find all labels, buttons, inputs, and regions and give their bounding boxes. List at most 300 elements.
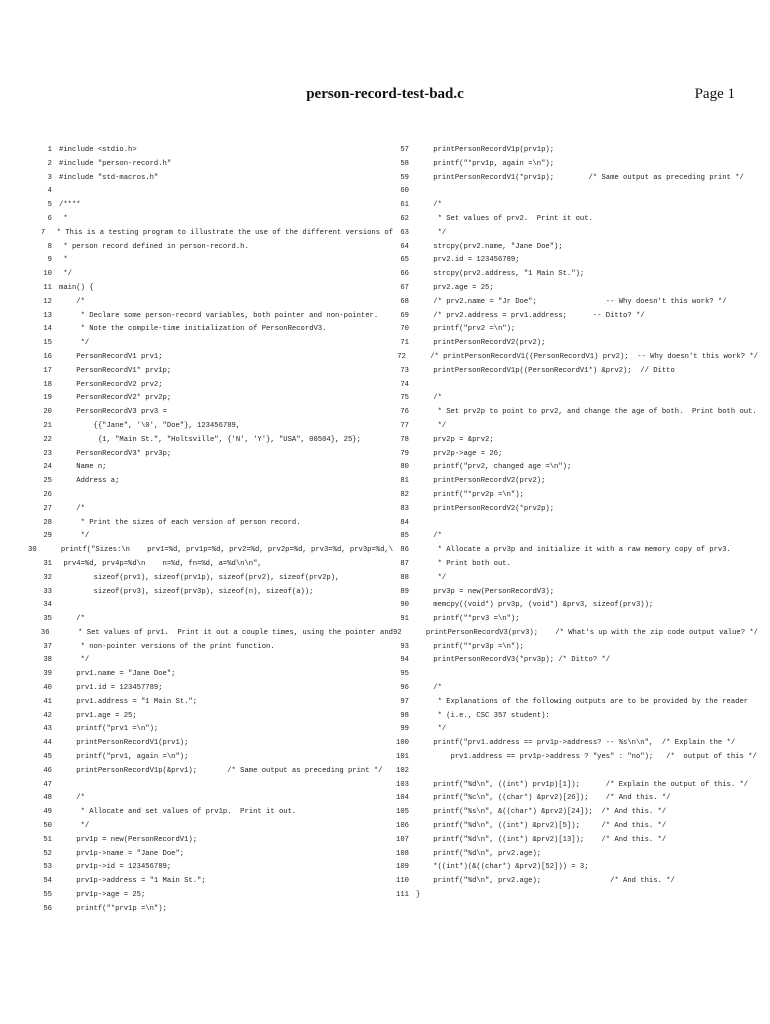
code-line xyxy=(28,282,393,296)
code-line xyxy=(28,185,393,199)
code-text: */ xyxy=(416,421,447,430)
page-title: person-record-test-bad.c xyxy=(306,86,464,102)
code-line xyxy=(378,654,758,668)
line-number: 30 xyxy=(28,546,37,555)
code-text: printf("Sizes:\n prv1=%d, prv1p=%d, prv2=%d, prv2p=%d, prv3=%d, prv3p=%d,\ xyxy=(43,546,394,555)
code-line xyxy=(28,806,393,820)
line-number: 91 xyxy=(400,615,409,624)
code-text: */ xyxy=(59,822,90,831)
line-number: 95 xyxy=(400,670,409,679)
line-number: 97 xyxy=(400,697,409,706)
code-text: * Set values of prv2. Print it out. xyxy=(416,214,593,223)
code-text: * xyxy=(59,256,68,265)
code-text: /* printPersonRecordV1((PersonRecordV1) prv2); -- Why doesn't this work? */ xyxy=(412,352,758,361)
code-text: prv2.id = 123456789; xyxy=(416,256,520,265)
code-text: * Note the compile-time initialization of PersonRecordV3. xyxy=(59,325,327,334)
code-text: * Allocate and set values of prv1p. Print it out. xyxy=(59,808,297,817)
code-line xyxy=(378,820,758,834)
code-line xyxy=(28,613,393,627)
code-text: /* prv2.name = "Jr Doe"; -- Why doesn't this work? */ xyxy=(416,297,727,306)
code-line xyxy=(28,889,393,903)
line-number: 63 xyxy=(400,228,409,237)
code-line xyxy=(28,723,393,737)
code-line xyxy=(28,861,393,875)
line-number: 8 xyxy=(47,242,52,251)
code-text: prv1p->id = 123456789; xyxy=(59,863,172,872)
line-number: 75 xyxy=(400,394,409,403)
code-line xyxy=(28,558,393,572)
line-number: 14 xyxy=(43,325,52,334)
line-number: 25 xyxy=(43,477,52,486)
line-number: 41 xyxy=(43,697,52,706)
line-number: 61 xyxy=(400,201,409,210)
code-text: prv1.address = "1 Main St."; xyxy=(59,697,198,706)
code-line xyxy=(28,268,393,282)
line-number: 102 xyxy=(396,766,409,775)
code-text: printPersonRecordV1p((PersonRecordV1*) &prv2); // Ditto xyxy=(416,366,675,375)
code-text: printf("*prv2p =\n"); xyxy=(416,490,524,499)
line-number: 18 xyxy=(43,380,52,389)
line-number: 99 xyxy=(400,725,409,734)
code-line xyxy=(28,172,393,186)
code-text: printf("prv1, again =\n"); xyxy=(59,753,189,762)
line-number: 22 xyxy=(43,435,52,444)
code-line xyxy=(28,213,393,227)
line-number: 96 xyxy=(400,684,409,693)
code-text: * Explanations of the following outputs are to be provided by the reader xyxy=(416,697,749,706)
code-text: printPersonRecordV3(*prv3p); /* Ditto? */ xyxy=(416,656,611,665)
code-line xyxy=(28,310,393,324)
code-text: PersonRecordV1 prv1; xyxy=(59,352,163,361)
line-number: 12 xyxy=(43,297,52,306)
line-number: 3 xyxy=(47,173,52,182)
code-line xyxy=(28,696,393,710)
line-number: 108 xyxy=(396,849,409,858)
line-number: 15 xyxy=(43,339,52,348)
line-number: 89 xyxy=(400,587,409,596)
code-line xyxy=(28,448,393,462)
code-line xyxy=(378,296,758,310)
code-text: printPersonRecordV2(prv2); xyxy=(416,339,546,348)
code-text: printf("prv1 =\n"); xyxy=(59,725,159,734)
line-number: 9 xyxy=(47,256,52,265)
line-number: 87 xyxy=(400,559,409,568)
code-line xyxy=(378,668,758,682)
line-number: 16 xyxy=(43,352,52,361)
line-number: 62 xyxy=(400,214,409,223)
code-text: strcpy(prv2.address, "1 Main St."); xyxy=(416,270,585,279)
code-text: #include "person-record.h" xyxy=(59,159,172,168)
line-number: 19 xyxy=(43,394,52,403)
code-text: /* xyxy=(59,794,85,803)
code-text: */ xyxy=(416,573,447,582)
code-line xyxy=(378,737,758,751)
line-number: 4 xyxy=(47,187,52,196)
code-line xyxy=(378,172,758,186)
code-text: printf("prv1.address == prv1p->address? -- %s\n\n", /* Explain the */ xyxy=(416,739,736,748)
code-line xyxy=(378,682,758,696)
code-line xyxy=(28,682,393,696)
code-text: prv1.name = "Jane Doe"; xyxy=(59,670,176,679)
code-text: /* xyxy=(59,504,85,513)
code-line xyxy=(28,254,393,268)
code-line xyxy=(28,875,393,889)
code-text: /* xyxy=(416,394,442,403)
code-line xyxy=(378,889,758,903)
code-text: prv1p->address = "1 Main St."; xyxy=(59,877,206,886)
code-text: prv1p->age = 25; xyxy=(59,891,146,900)
line-number: 86 xyxy=(400,546,409,555)
code-text: prv1.id = 123457789; xyxy=(59,684,163,693)
line-number: 103 xyxy=(396,780,409,789)
code-text: prv2p->age = 26; xyxy=(416,449,503,458)
code-text: */ xyxy=(59,270,72,279)
code-line xyxy=(28,572,393,586)
code-line xyxy=(378,241,758,255)
code-line xyxy=(378,723,758,737)
line-number: 104 xyxy=(396,794,409,803)
code-text: strcpy(prv2.name, "Jane Doe"); xyxy=(416,242,563,251)
line-number: 21 xyxy=(43,421,52,430)
code-line xyxy=(378,613,758,627)
code-text: {1, "Main St.", "Holtsville", {'N', 'Y'}, "USA", 00504}, 25}; xyxy=(59,435,361,444)
code-line xyxy=(378,641,758,655)
code-text: printf("%d\n", ((int*) &prv2)[5]); /* And this. */ xyxy=(416,822,667,831)
code-line xyxy=(378,185,758,199)
line-number: 7 xyxy=(40,228,46,237)
line-number: 17 xyxy=(43,366,52,375)
line-number: 90 xyxy=(400,601,409,610)
code-text: * This is a testing program to illustrate the use of the different versions of xyxy=(52,228,393,237)
line-number: 37 xyxy=(43,642,52,651)
code-text: memcpy((void*) prv3p, (void*) &prv3, sizeof(prv3)); xyxy=(416,601,654,610)
line-number: 23 xyxy=(43,449,52,458)
code-line xyxy=(378,696,758,710)
code-text: printf("%c\n", ((char*) &prv2)[26]); /* And this. */ xyxy=(416,794,671,803)
line-number: 54 xyxy=(43,877,52,886)
line-number: 72 xyxy=(397,352,406,361)
code-line xyxy=(28,627,393,641)
code-line xyxy=(28,792,393,806)
code-line xyxy=(378,503,758,517)
code-column-left xyxy=(28,144,393,917)
line-number: 39 xyxy=(43,670,52,679)
line-number: 29 xyxy=(43,532,52,541)
code-line xyxy=(28,530,393,544)
line-number: 73 xyxy=(400,366,409,375)
code-text: /* prv2.address = prv1.address; -- Ditto? */ xyxy=(416,311,645,320)
code-line xyxy=(378,848,758,862)
code-text: printPersonRecordV1(*prv1p); /* Same output as preceding print */ xyxy=(416,173,744,182)
code-line xyxy=(378,268,758,282)
line-number: 32 xyxy=(43,573,52,582)
line-number: 65 xyxy=(400,256,409,265)
code-line xyxy=(378,351,758,365)
code-text: * Allocate a prv3p and initialize it with a raw memory copy of prv3. xyxy=(416,546,731,555)
code-line xyxy=(378,627,758,641)
code-line xyxy=(28,737,393,751)
code-line xyxy=(28,834,393,848)
line-number: 101 xyxy=(396,753,409,762)
line-number: 31 xyxy=(43,559,52,568)
code-text: prv1p->name = "Jane Doe"; xyxy=(59,849,185,858)
line-number: 76 xyxy=(400,408,409,417)
line-number: 52 xyxy=(43,849,52,858)
line-number: 55 xyxy=(43,891,52,900)
code-text: Name n; xyxy=(59,463,107,472)
line-number: 26 xyxy=(43,490,52,499)
code-line xyxy=(28,392,393,406)
code-text: prv1.age = 25; xyxy=(59,711,137,720)
line-number: 20 xyxy=(43,408,52,417)
code-line xyxy=(28,641,393,655)
line-number: 60 xyxy=(400,187,409,196)
code-text: prv2p = &prv2; xyxy=(416,435,494,444)
code-text: prv1.address == prv1p->address ? "yes" : "no"); /* output of this */ xyxy=(416,753,757,762)
code-line xyxy=(378,392,758,406)
line-number: 28 xyxy=(43,518,52,527)
code-text: printf("*prv1p =\n"); xyxy=(59,904,167,913)
code-line xyxy=(28,351,393,365)
code-line xyxy=(378,365,758,379)
code-text: Address a; xyxy=(59,477,120,486)
code-text: printf("*prv1p, again =\n"); xyxy=(416,159,555,168)
code-line xyxy=(28,779,393,793)
line-number: 10 xyxy=(43,270,52,279)
code-line xyxy=(378,420,758,434)
code-text: /* xyxy=(59,297,85,306)
line-number: 58 xyxy=(400,159,409,168)
code-text: printf("%d\n", prv2.age); /* And this. */ xyxy=(416,877,675,886)
code-line xyxy=(378,779,758,793)
code-line xyxy=(28,323,393,337)
code-text: printPersonRecordV1p(&prv1); /* Same output as preceding print */ xyxy=(59,766,383,775)
code-line xyxy=(28,144,393,158)
line-number: 46 xyxy=(43,766,52,775)
code-text: */ xyxy=(59,339,90,348)
code-text: sizeof(prv1), sizeof(prv1p), sizeof(prv2), sizeof(prv2p), xyxy=(59,573,340,582)
code-text: printf("prv2 =\n"); xyxy=(416,325,516,334)
code-line xyxy=(378,710,758,724)
code-text: printf("*prv3p =\n"); xyxy=(416,642,524,651)
code-text: *((int*)(&((char*) &prv2)[52])) = 3; xyxy=(416,863,589,872)
code-line xyxy=(28,475,393,489)
code-text: #include "std-macros.h" xyxy=(59,173,159,182)
code-text: * Set values of prv1. Print it out a couple times, using the pointer and xyxy=(56,628,393,637)
code-line xyxy=(28,751,393,765)
code-line xyxy=(378,599,758,613)
code-line xyxy=(28,586,393,600)
code-text: /* xyxy=(59,615,85,624)
code-text: /* xyxy=(416,684,442,693)
code-line xyxy=(28,241,393,255)
code-text: */ xyxy=(416,228,447,237)
line-number: 11 xyxy=(43,283,52,292)
code-text: prv4=%d, prv4p=%d\n n=%d, fn=%d, a=%d\n\n", xyxy=(59,559,262,568)
line-number: 48 xyxy=(43,794,52,803)
code-line xyxy=(28,710,393,724)
code-text: * Declare some person-record variables, both pointer and non-pointer. xyxy=(59,311,379,320)
code-text: printPersonRecordV1p(prv1p); xyxy=(416,146,555,154)
code-line xyxy=(28,668,393,682)
code-line xyxy=(378,489,758,503)
line-number: 81 xyxy=(400,477,409,486)
code-line xyxy=(28,461,393,475)
page-number: Page 1 xyxy=(694,86,735,102)
code-line xyxy=(378,282,758,296)
code-line xyxy=(378,558,758,572)
code-line xyxy=(28,434,393,448)
line-number: 79 xyxy=(400,449,409,458)
code-text: */ xyxy=(416,725,447,734)
code-line xyxy=(378,586,758,600)
line-number: 40 xyxy=(43,684,52,693)
code-text: printf("%d\n", ((int*) &prv2)[13]); /* And this. */ xyxy=(416,835,667,844)
code-line xyxy=(28,420,393,434)
code-text: * non-pointer versions of the print function. xyxy=(59,642,275,651)
code-line xyxy=(28,379,393,393)
code-text: * Print both out. xyxy=(416,559,511,568)
line-number: 82 xyxy=(400,490,409,499)
code-line xyxy=(378,544,758,558)
code-text: prv3p = new(PersonRecordV3); xyxy=(416,587,555,596)
code-text: prv2.age = 25; xyxy=(416,283,494,292)
line-number: 35 xyxy=(43,615,52,624)
line-number: 49 xyxy=(43,808,52,817)
code-column-right xyxy=(378,144,758,903)
line-number: 78 xyxy=(400,435,409,444)
code-text: main() { xyxy=(59,283,94,292)
line-number: 100 xyxy=(396,739,409,748)
line-number: 68 xyxy=(400,297,409,306)
code-line xyxy=(378,765,758,779)
line-number: 80 xyxy=(400,463,409,472)
code-line xyxy=(28,365,393,379)
code-text: PersonRecordV2 prv2; xyxy=(59,380,163,389)
code-line xyxy=(28,848,393,862)
code-line xyxy=(378,323,758,337)
code-line xyxy=(378,806,758,820)
code-text: printf("%s\n", &((char*) &prv2)[24]); /* And this. */ xyxy=(416,808,667,817)
line-number: 56 xyxy=(43,904,52,913)
code-line xyxy=(378,572,758,586)
code-line xyxy=(28,158,393,172)
line-number: 33 xyxy=(43,587,52,596)
code-line xyxy=(28,503,393,517)
line-number: 50 xyxy=(43,822,52,831)
code-text: {{"Jane", '\0', "Doe"}, 123456789, xyxy=(59,421,241,430)
line-number: 83 xyxy=(400,504,409,513)
code-text: #include <stdio.h> xyxy=(59,146,137,154)
code-line xyxy=(378,448,758,462)
code-text: sizeof(prv3), sizeof(prv3p), sizeof(n), sizeof(a)); xyxy=(59,587,314,596)
code-text: printPersonRecordV3(prv3); /* What's up with the zip code output value? */ xyxy=(408,628,758,637)
line-number: 111 xyxy=(396,891,409,900)
line-number: 94 xyxy=(400,656,409,665)
line-number: 107 xyxy=(396,835,409,844)
line-number: 110 xyxy=(396,877,409,886)
line-number: 67 xyxy=(400,283,409,292)
code-line xyxy=(28,199,393,213)
code-line xyxy=(378,144,758,158)
code-text: PersonRecordV3 prv3 = xyxy=(59,408,167,417)
line-number: 34 xyxy=(43,601,52,610)
code-line xyxy=(378,227,758,241)
code-line xyxy=(28,227,393,241)
code-line xyxy=(378,310,758,324)
code-line xyxy=(378,751,758,765)
code-text: PersonRecordV1* prv1p; xyxy=(59,366,172,375)
code-line xyxy=(378,434,758,448)
line-number: 93 xyxy=(400,642,409,651)
line-number: 5 xyxy=(47,201,52,210)
line-number: 43 xyxy=(43,725,52,734)
code-text: printf("%d\n", prv2.age); xyxy=(416,849,542,858)
code-text: printf("*prv3 =\n"); xyxy=(416,615,520,624)
line-number: 84 xyxy=(400,518,409,527)
line-number: 13 xyxy=(43,311,52,320)
code-line xyxy=(378,379,758,393)
line-number: 106 xyxy=(396,822,409,831)
code-text: } xyxy=(416,891,421,900)
code-text: printf("prv2, changed age =\n"); xyxy=(416,463,572,472)
code-text: printPersonRecordV1(prv1); xyxy=(59,739,189,748)
line-number: 45 xyxy=(43,753,52,762)
code-text: prv1p = new(PersonRecordV1); xyxy=(59,835,198,844)
line-number: 92 xyxy=(392,628,402,637)
code-line xyxy=(28,820,393,834)
line-number: 27 xyxy=(43,504,52,513)
code-line xyxy=(378,834,758,848)
code-line xyxy=(28,406,393,420)
code-line xyxy=(378,213,758,227)
line-number: 85 xyxy=(400,532,409,541)
code-line xyxy=(28,296,393,310)
code-text: * xyxy=(59,214,68,223)
line-number: 53 xyxy=(43,863,52,872)
code-text: */ xyxy=(59,656,90,665)
line-number: 1 xyxy=(47,146,52,154)
line-number: 88 xyxy=(400,573,409,582)
code-line xyxy=(28,599,393,613)
line-number: 59 xyxy=(400,173,409,182)
line-number: 6 xyxy=(47,214,52,223)
code-text: */ xyxy=(59,532,90,541)
code-line xyxy=(378,254,758,268)
code-text: PersonRecordV2* prv2p; xyxy=(59,394,172,403)
code-line xyxy=(378,530,758,544)
code-text: printf("%d\n", ((int*) prv1p)[1]); /* Explain the output of this. */ xyxy=(416,780,749,789)
line-number: 24 xyxy=(43,463,52,472)
line-number: 77 xyxy=(400,421,409,430)
code-text: printPersonRecordV2(prv2); xyxy=(416,477,546,486)
line-number: 47 xyxy=(43,780,52,789)
code-text: /**** xyxy=(59,201,81,210)
code-text: * Print the sizes of each version of person record. xyxy=(59,518,301,527)
code-line xyxy=(378,158,758,172)
line-number: 98 xyxy=(400,711,409,720)
code-line xyxy=(378,406,758,420)
code-line xyxy=(378,461,758,475)
code-text: /* xyxy=(416,532,442,541)
code-text: PersonRecordV3* prv3p; xyxy=(59,449,172,458)
code-text: * Set prv2p to point to prv2, and change the age of both. Print both out. xyxy=(416,408,757,417)
code-line xyxy=(28,544,393,558)
code-line xyxy=(378,861,758,875)
code-line xyxy=(28,903,393,917)
code-line xyxy=(378,517,758,531)
line-number: 38 xyxy=(43,656,52,665)
